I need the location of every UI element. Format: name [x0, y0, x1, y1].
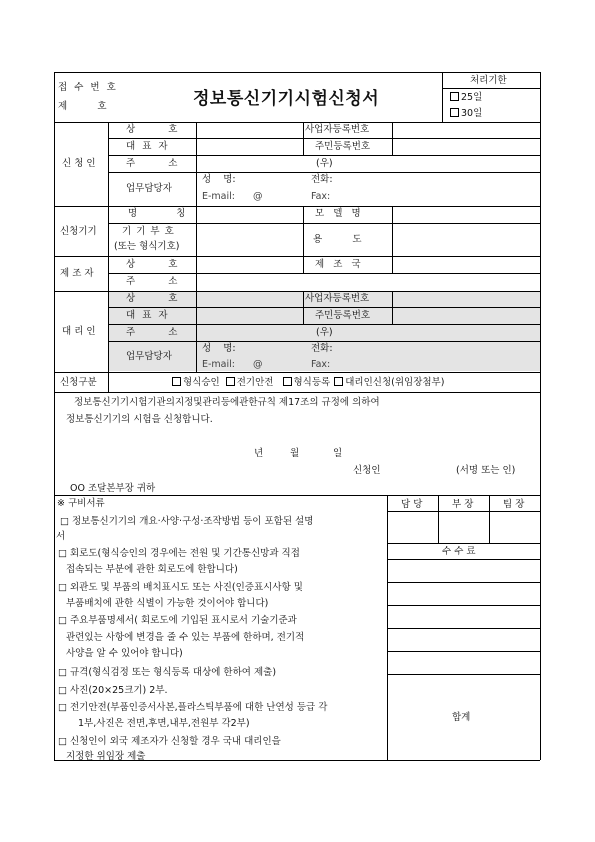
doc-item: □ 전기안전(부품인증서사본,플라스틱부품에 대한 난연성 등급 각 [58, 702, 328, 713]
row-line [108, 138, 540, 139]
mid-col-divider-2b [392, 206, 393, 256]
applicant-address-label: 주 소 [126, 158, 184, 169]
frame-top [54, 72, 540, 73]
receipt-no-label: 접 수 번 호 [58, 82, 118, 93]
approval-line [387, 651, 540, 652]
applicant-rep-label: 대 표 자 [126, 141, 170, 152]
doc-item: 부품배치에 관한 식별이 가능한 것이어야 합니다) [66, 598, 269, 609]
agent-company-reg-label: 사업자등록번호 [305, 293, 370, 304]
approval-line [387, 674, 540, 675]
approval-line [387, 605, 540, 606]
agent-fax-label: Fax: [311, 359, 331, 370]
checkbox-icon[interactable] [450, 92, 459, 101]
frame-right [540, 72, 541, 760]
category-option-agent[interactable] [334, 377, 444, 388]
doc-item: 접속되는 부분에 관한 회로도에 한합니다) [66, 564, 238, 575]
doc-item: □ 정보통신기기의 개요·사양·구성·조작방법 등이 포함된 설명 [60, 516, 314, 527]
approval-line [387, 559, 540, 560]
applicant-resident-reg-label: 주민등록번호 [315, 141, 371, 152]
applicant-company-label: 상 호 [126, 124, 184, 135]
deadline-option-label: 25일 [461, 92, 483, 103]
statement-line-1: 정보통신기기시험기관의지정및관리등에관한규칙 제17조의 규정에 의하여 [74, 397, 380, 408]
approval-col-divider [489, 495, 490, 543]
label-col-divider [196, 122, 197, 372]
row-line [108, 155, 540, 156]
applicant-company-reg-label: 사업자등록번호 [305, 124, 370, 135]
approval-team-lead-label: 팀 장 [503, 499, 525, 510]
row-line [54, 392, 540, 393]
date-day: 일 [333, 448, 343, 459]
row-line [108, 307, 540, 308]
checkbox-icon[interactable] [334, 377, 343, 386]
agent-email-label: E-mail: [202, 359, 235, 370]
row-line [54, 372, 540, 373]
row-line [54, 256, 540, 257]
agent-name-label: 성 명: [202, 343, 236, 354]
maker-address-label: 주 소 [126, 276, 184, 287]
approval-staff-label: 담 당 [401, 499, 423, 510]
checkbox-icon[interactable] [283, 377, 292, 386]
category-option-label: 대리인신청(위임장첨부) [345, 377, 445, 388]
row-line [54, 291, 540, 292]
category-option-type-approval[interactable] [172, 377, 220, 388]
fee-total-label: 합계 [452, 712, 471, 723]
recipient: OO 조달본부장 귀하 [70, 483, 156, 494]
deadline-option-25[interactable] [450, 92, 482, 104]
deadline-label: 처리기한 [470, 75, 507, 86]
doc-item: 사양을 알 수 있어야 합니다) [66, 648, 183, 659]
category-option-label: 전기안전 [236, 377, 274, 388]
row-line [108, 223, 540, 224]
device-serial-label-2: (또는 형식기호) [114, 241, 180, 252]
sign-note: (서명 또는 인) [456, 465, 516, 476]
section-col-divider [108, 122, 109, 392]
approval-line [387, 543, 540, 544]
doc-item: □ 회로도(형식승인의 경우에는 전원 및 기간통신망과 직접 [58, 548, 300, 559]
doc-item: □ 외관도 및 부품의 배치표시도 또는 사진(인증표시사항 및 [58, 582, 303, 593]
agent-company-label: 상 호 [126, 293, 184, 304]
maker-section-label: 제 조 자 [60, 268, 94, 279]
deadline-divider [442, 72, 443, 122]
category-options [172, 377, 444, 389]
category-option-label: 형식등록 [293, 377, 331, 388]
deadline-option-30[interactable] [450, 108, 482, 120]
doc-item: □ 주요부품명세서( 회로도에 기입된 표시로서 기술기준과 [58, 615, 297, 626]
doc-item: 지정한 위임장 제출 [66, 751, 146, 762]
row-line [108, 273, 540, 274]
applicant-manager-label: 업무담당자 [126, 183, 172, 194]
agent-section-label: 대 리 인 [62, 326, 96, 337]
row-line [108, 341, 540, 342]
doc-item: 관련있는 사항에 변경을 줄 수 있는 부품에 한하며, 전기적 [66, 632, 305, 643]
category-option-electrical-safety[interactable] [226, 377, 274, 388]
checkbox-icon[interactable] [226, 377, 235, 386]
device-model-label: 모 델 명 [315, 208, 361, 219]
applicant-section-label: 신 청 인 [62, 158, 96, 169]
approval-col-divider [438, 495, 439, 543]
applicant-phone-label: 전화: [311, 174, 333, 185]
date-month: 월 [290, 448, 300, 459]
row-line [108, 324, 540, 325]
agent-resident-reg-label: 주민등록번호 [315, 310, 371, 321]
applicant-email-label: E-mail: [202, 191, 235, 202]
approval-line [387, 582, 540, 583]
deadline-option-label: 30일 [461, 108, 483, 119]
checkbox-icon[interactable] [172, 377, 181, 386]
checkbox-icon[interactable] [450, 108, 459, 117]
mid-col-divider-2 [303, 206, 304, 256]
doc-item: □ 사진(20×25크기) 2부. [58, 685, 168, 696]
applicant-postal: (우) [316, 158, 333, 169]
applicant-email-at: @ [253, 191, 263, 202]
mid-col-divider-3b [392, 256, 393, 273]
doc-item: 서 [56, 531, 66, 542]
agent-phone-label: 전화: [311, 343, 333, 354]
statement-line-2: 정보통신기기의 시험을 신청합니다. [66, 414, 213, 425]
device-name-label: 명 칭 [128, 208, 190, 219]
category-option-type-registration[interactable] [283, 377, 331, 388]
category-option-label: 형식승인 [183, 377, 220, 388]
device-section-label: 신청기기 [60, 226, 97, 237]
fee-label: 수 수 료 [442, 546, 476, 557]
row-line [54, 495, 540, 496]
frame-left [54, 72, 55, 760]
date-year: 년 [254, 448, 264, 459]
deadline-label-line [442, 88, 540, 89]
maker-company-label: 상 호 [126, 259, 184, 270]
doc-item: □ 규격(형식검정 또는 형식등록 대상에 한하여 제출) [58, 667, 277, 678]
device-serial-label: 기 기 부 호 [122, 226, 175, 237]
header-bottom-line [54, 122, 540, 123]
agent-address-label: 주 소 [126, 327, 184, 338]
form-title: 정보통신기기시험신청서 [193, 89, 380, 109]
agent-email-at: @ [253, 359, 263, 370]
receipt-no-label-2: 제 호 [58, 101, 107, 112]
agent-rep-label: 대 표 자 [126, 310, 170, 321]
doc-item: 1부,사진은 전면,후면,내부,전원부 각2부) [78, 718, 250, 729]
row-line [54, 206, 540, 207]
approval-line [387, 628, 540, 629]
applicant-sign-label: 신청인 [353, 465, 381, 476]
approval-manager-label: 부 장 [452, 499, 474, 510]
applicant-name-label: 성 명: [202, 174, 236, 185]
category-label: 신청구분 [60, 377, 97, 388]
agent-manager-label: 업무담당자 [126, 351, 172, 362]
docs-header: ※ 구비서류 [57, 498, 105, 509]
mid-col-divider-3 [303, 256, 304, 273]
device-use-label: 용 도 [313, 234, 362, 245]
approval-line [387, 511, 540, 512]
applicant-fax-label: Fax: [311, 191, 331, 202]
doc-item: □ 신청인이 외국 제조자가 신청할 경우 국내 대리인을 [58, 736, 281, 747]
maker-country-label: 제 조 국 [315, 259, 361, 270]
agent-postal: (우) [316, 327, 333, 338]
row-line [108, 172, 540, 173]
